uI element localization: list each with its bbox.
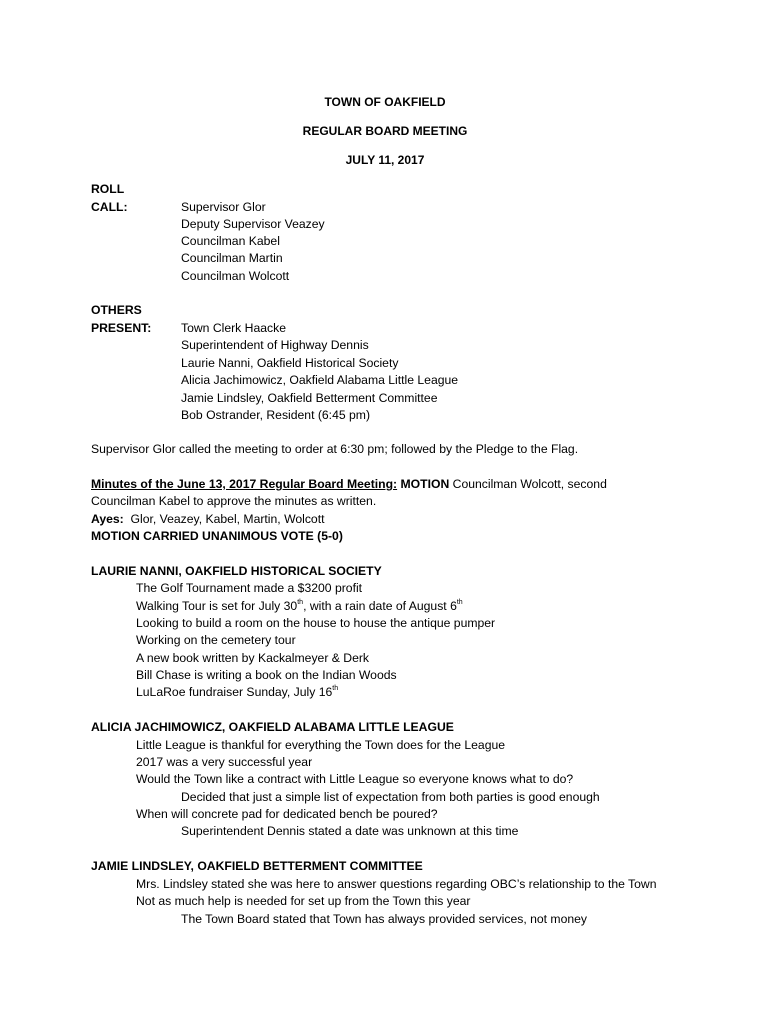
ayes-names: Glor, Veazey, Kabel, Martin, Wolcott [123,512,325,526]
nanni-item [136,598,463,615]
call-label: CALL: [91,200,128,214]
roll-name: Councilman Wolcott [181,269,290,283]
meeting-title: REGULAR BOARD MEETING [302,124,468,138]
present-name: Jamie Lindsley, Oakfield Betterment Committee [181,391,438,405]
minutes-line-1 [91,476,607,493]
jachimowicz-item: Little League is thankful for everything the Town does for the League [136,738,506,752]
lindsley-item: Mrs. Lindsley stated she was here to answer questions regarding OBC’s relationship to the Town [136,877,657,891]
roll-label: ROLL [91,182,125,196]
nanni-item: A new book written by Kackalmeyer & Derk [136,651,370,665]
present-name: Bob Ostrander, Resident (6:45 pm) [181,408,371,422]
present-label: PRESENT: [91,321,152,335]
nanni-item-text: Walking Tour is set for July 30 [136,599,298,613]
nanni-heading: LAURIE NANNI, OAKFIELD HISTORICAL SOCIETY [91,564,382,578]
ayes-line [91,511,324,528]
others-label: OTHERS [91,303,142,317]
jachimowicz-item: 2017 was a very successful year [136,755,313,769]
lindsley-item: Not as much help is needed for set up from the Town this year [136,894,471,908]
roll-name: Supervisor Glor [181,200,266,214]
lindsley-subitem: The Town Board stated that Town has always provided services, not money [181,912,588,926]
present-name: Alicia Jachimowicz, Oakfield Alabama Little League [181,373,459,387]
present-name: Laurie Nanni, Oakfield Historical Society [181,356,399,370]
motion-text: Councilman Wolcott, second [449,477,607,491]
jachimowicz-item: Would the Town like a contract with Little League so everyone knows what to do? [136,772,574,786]
nanni-item: Bill Chase is writing a book on the Indian Woods [136,668,397,682]
motion-carried: MOTION CARRIED UNANIMOUS VOTE (5-0) [91,529,343,543]
ordinal-suffix: th [456,598,463,606]
nanni-item-text: , with a rain date of August 6 [303,599,457,613]
nanni-item-text: LuLaRoe fundraiser Sunday, July 16 [136,685,333,699]
lindsley-heading: JAMIE LINDSLEY, OAKFIELD BETTERMENT COMMITTEE [91,859,423,873]
nanni-item: Working on the cemetery tour [136,633,296,647]
meeting-date: JULY 11, 2017 [345,153,425,167]
present-name: Superintendent of Highway Dennis [181,338,369,352]
nanni-item: Looking to build a room on the house to house the antique pumper [136,616,496,630]
minutes-line-2: Councilman Kabel to approve the minutes as written. [91,494,377,508]
roll-name: Deputy Supervisor Veazey [181,217,325,231]
present-name: Town Clerk Haacke [181,321,286,335]
nanni-item: The Golf Tournament made a $3200 profit [136,581,363,595]
motion-word: MOTION [400,477,450,491]
roll-name: Councilman Kabel [181,234,280,248]
jachimowicz-subitem: Superintendent Dennis stated a date was unknown at this time [181,824,519,838]
nanni-item [136,684,338,701]
jachimowicz-item: When will concrete pad for dedicated bench be poured? [136,807,438,821]
jachimowicz-heading: ALICIA JACHIMOWICZ, OAKFIELD ALABAMA LITTLE LEAGUE [91,720,454,734]
ordinal-suffix: th [297,598,304,606]
roll-name: Councilman Martin [181,251,283,265]
minutes-heading: Minutes of the June 13, 2017 Regular Board Meeting: [91,477,398,491]
jachimowicz-subitem: Decided that just a simple list of expectation from both parties is good enough [181,790,600,804]
call-to-order: Supervisor Glor called the meeting to order at 6:30 pm; followed by the Pledge to the Flag. [91,442,579,456]
town-title: TOWN OF OAKFIELD [324,95,446,109]
ayes-label: Ayes: [91,512,124,526]
ordinal-suffix: th [332,684,339,692]
